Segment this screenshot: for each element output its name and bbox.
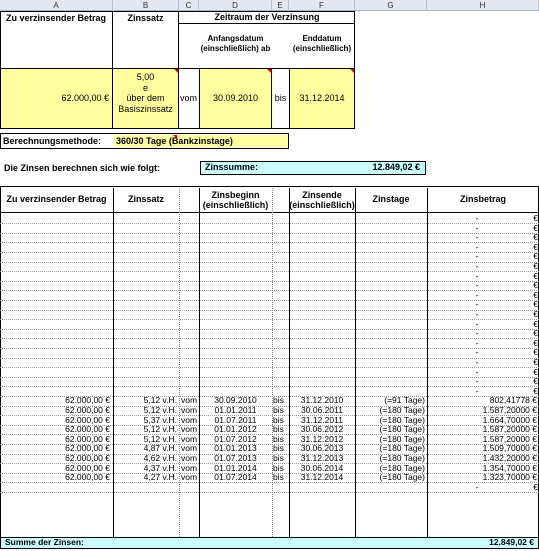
row-days: (=180 Tage) (379, 463, 425, 473)
column-header-e[interactable]: E (272, 0, 289, 11)
interest-dash: - (475, 329, 479, 339)
row-bis: bis (273, 434, 284, 444)
column-header-a[interactable]: A (0, 0, 113, 11)
bis-label: bis (274, 93, 287, 103)
row-bis: bis (273, 415, 284, 425)
row-begin: 01.01.2013 (214, 444, 257, 454)
euro-sign: € (533, 367, 538, 377)
row-rate: 4,62 v.H. (143, 454, 177, 463)
column-header-c[interactable]: C (179, 0, 199, 11)
row-rate: 5,12 v.H. (143, 406, 177, 415)
row-amount: 62.000,00 € (65, 415, 110, 425)
row-bis: bis (273, 444, 284, 454)
row-interest: 1.432,20000 € (482, 454, 537, 463)
row-interest: 802,41778 € (489, 396, 537, 406)
total-value: 12.849,02 € (489, 537, 534, 547)
row-amount: 62.000,00 € (65, 434, 110, 444)
th-begin: Zinsbeginn (einschließlich) (202, 190, 269, 210)
interest-dash: - (475, 338, 479, 348)
row-vom: vom (181, 463, 198, 473)
row-begin: 01.07.2011 (214, 415, 257, 425)
row-days: (=180 Tage) (379, 444, 425, 454)
interest-dash: - (475, 271, 479, 281)
row-rate: 5,12 v.H. (143, 425, 177, 435)
interest-dash: - (475, 242, 479, 252)
row-vom: vom (181, 434, 198, 444)
interest-dash: - (475, 290, 479, 300)
euro-sign: € (533, 281, 538, 291)
euro-sign: € (533, 348, 538, 358)
euro-sign: € (533, 319, 538, 329)
end-date-value: 31.12.2014 (299, 93, 345, 103)
row-begin: 01.07.2012 (214, 434, 257, 444)
vom-label: vom (180, 93, 198, 103)
column-separator (272, 188, 273, 537)
euro-sign: € (533, 300, 538, 310)
row-end: 31.12.2010 (300, 396, 344, 406)
row-vom: vom (181, 454, 198, 463)
interest-dash: - (475, 367, 479, 377)
column-separator (179, 188, 180, 537)
rate-header: Zinssatz (113, 12, 179, 68)
row-amount: 62.000,00 € (65, 454, 110, 463)
interest-dash: - (475, 252, 479, 262)
row-interest: 1.587,20000 € (482, 425, 537, 435)
interest-dash: - (475, 358, 479, 367)
row-rate: 4,27 v.H. (143, 473, 177, 483)
row-interest: 1.587,20000 € (482, 434, 537, 444)
row-amount: 62.000,00 € (65, 473, 110, 483)
zinssumme-box (200, 161, 426, 175)
th-interest: Zinsbetrag (459, 194, 506, 204)
row-bis: bis (273, 406, 284, 415)
row-rate: 4,87 v.H. (143, 444, 177, 454)
column-separator (113, 188, 114, 537)
row-amount: 62.000,00 € (65, 396, 110, 406)
total-label: Summe der Zinsen: (5, 537, 84, 547)
method-label: Berechnungsmethode: (3, 136, 102, 146)
rate-unit: e (142, 82, 148, 93)
euro-sign: € (533, 338, 538, 348)
row-vom: vom (181, 406, 198, 415)
row-vom: vom (181, 425, 198, 435)
row-bis: bis (273, 425, 284, 435)
method-select[interactable] (113, 135, 287, 147)
euro-sign: € (533, 482, 538, 492)
row-vom: vom (181, 415, 198, 425)
comment-marker-icon (174, 69, 178, 73)
row-begin: 01.01.2012 (214, 425, 257, 435)
row-bis: bis (273, 473, 284, 483)
row-amount: 62.000,00 € (65, 425, 110, 435)
interest-dash: - (475, 310, 479, 319)
header-rule (0, 212, 539, 213)
rate-over: über dem (126, 93, 165, 103)
row-interest: 1.509,70000 € (482, 444, 537, 454)
euro-sign: € (533, 290, 538, 300)
euro-sign: € (533, 358, 538, 367)
row-end: 30.06.2013 (300, 444, 344, 454)
end-date-input[interactable] (289, 69, 354, 128)
row-days: (=180 Tage) (379, 415, 425, 425)
start-date-value: 30.09.2010 (212, 93, 259, 103)
row-bis: bis (273, 396, 284, 406)
column-separator (289, 188, 290, 537)
th-rate: Zinssatz (127, 194, 164, 204)
row-end: 30.06.2011 (301, 406, 343, 415)
row-end: 30.06.2014 (300, 463, 344, 473)
amount-input[interactable]: 62.000,00 € (1, 69, 113, 128)
row-days: (=91 Tage) (384, 396, 425, 406)
row-end: 31.12.2013 (300, 454, 344, 463)
row-end: 31.12.2014 (300, 473, 344, 483)
row-begin: 01.01.2014 (214, 463, 257, 473)
rate-value: 5,00 (136, 72, 155, 82)
interest-dash: - (475, 319, 479, 329)
euro-sign: € (533, 233, 538, 243)
period-header: Zeitraum der Verzinsung (179, 12, 355, 24)
calc-label: Die Zinsen berechnen sich wie folgt: (4, 163, 161, 173)
interest-dash: - (475, 300, 479, 310)
row-days: (=180 Tage) (379, 434, 425, 444)
interest-dash: - (475, 348, 479, 358)
row-interest: 1.354,70000 € (482, 463, 537, 473)
start-date-header: Anfangsdatum (einschließlich) ab (200, 34, 271, 53)
row-days: (=180 Tage) (379, 473, 425, 483)
column-separator (199, 188, 200, 537)
end-date-header: Enddatum (einschließlich) (292, 34, 352, 53)
row-interest: 1.323,70000 € (482, 473, 537, 483)
column-separator (355, 188, 356, 537)
euro-sign: € (533, 271, 538, 281)
row-amount: 62.000,00 € (65, 463, 110, 473)
row-rate: 5,37 v.H. (143, 415, 177, 425)
euro-sign: € (533, 214, 538, 223)
row-end: 31.12.2012 (300, 434, 344, 444)
comment-marker-icon (350, 69, 354, 73)
row-begin: 01.07.2014 (214, 473, 257, 483)
euro-sign: € (533, 377, 538, 387)
comment-marker-icon (267, 69, 271, 73)
rate-base: Basiszinssatz (118, 103, 173, 114)
interest-dash: - (475, 386, 479, 396)
zinssumme-value: 12.849,02 € (372, 162, 420, 172)
row-interest: 1.664,70000 € (482, 415, 537, 425)
amount-header: Zu verzinsender Betrag (0, 12, 113, 68)
row-end: 31.12.2011 (301, 415, 343, 425)
th-end: Zinsende (einschließlich) (289, 190, 355, 210)
interest-dash: - (475, 482, 479, 492)
row-bis: bis (273, 454, 284, 463)
row-begin: 30.09.2010 (214, 396, 257, 406)
th-days: Zinstage (372, 194, 410, 204)
row-days: (=180 Tage) (379, 454, 425, 463)
interest-dash: - (475, 281, 479, 291)
row-rule (0, 492, 539, 493)
row-rate: 5,12 v.H. (143, 434, 177, 444)
euro-sign: € (533, 223, 538, 233)
euro-sign: € (533, 242, 538, 252)
th-amount: Zu verzinsender Betrag (6, 194, 107, 204)
comment-marker-icon (173, 135, 177, 139)
row-end: 30.06.2012 (300, 425, 344, 435)
interest-dash: - (475, 214, 479, 223)
row-vom: vom (181, 396, 198, 406)
euro-sign: € (533, 386, 538, 396)
euro-sign: € (533, 310, 538, 319)
row-amount: 62.000,00 € (65, 406, 110, 415)
zinssumme-label: Zinssumme: (205, 162, 259, 172)
column-header-g[interactable]: G (355, 0, 427, 11)
method-value: 360/30 Tage (Bankzinstage) (116, 136, 233, 146)
column-header-b[interactable]: B (113, 0, 179, 11)
euro-sign: € (533, 252, 538, 262)
row-vom: vom (181, 473, 198, 483)
rate-input[interactable] (113, 69, 179, 128)
row-rate: 4,37 v.H. (143, 463, 177, 473)
row-amount: 62.000,00 € (65, 444, 110, 454)
euro-sign: € (533, 262, 538, 271)
row-bis: bis (273, 463, 284, 473)
column-header-h[interactable]: H (427, 0, 539, 11)
row-days: (=180 Tage) (379, 425, 425, 435)
row-vom: vom (181, 444, 198, 454)
row-interest: 1.587,20000 € (482, 406, 537, 415)
row-begin: 01.01.2011 (214, 406, 257, 415)
interest-dash: - (475, 223, 479, 233)
euro-sign: € (533, 329, 538, 339)
interest-dash: - (475, 262, 479, 271)
interest-dash: - (475, 233, 479, 243)
column-header-f[interactable]: F (289, 0, 355, 11)
interest-dash: - (475, 377, 479, 387)
start-date-input[interactable] (199, 69, 272, 128)
row-rate: 5,12 v.H. (143, 396, 177, 406)
column-header-d[interactable]: D (199, 0, 272, 11)
row-begin: 01.07.2013 (214, 454, 257, 463)
total-row (0, 537, 539, 549)
row-days: (=180 Tage) (379, 406, 425, 415)
period-spacer (179, 24, 199, 68)
